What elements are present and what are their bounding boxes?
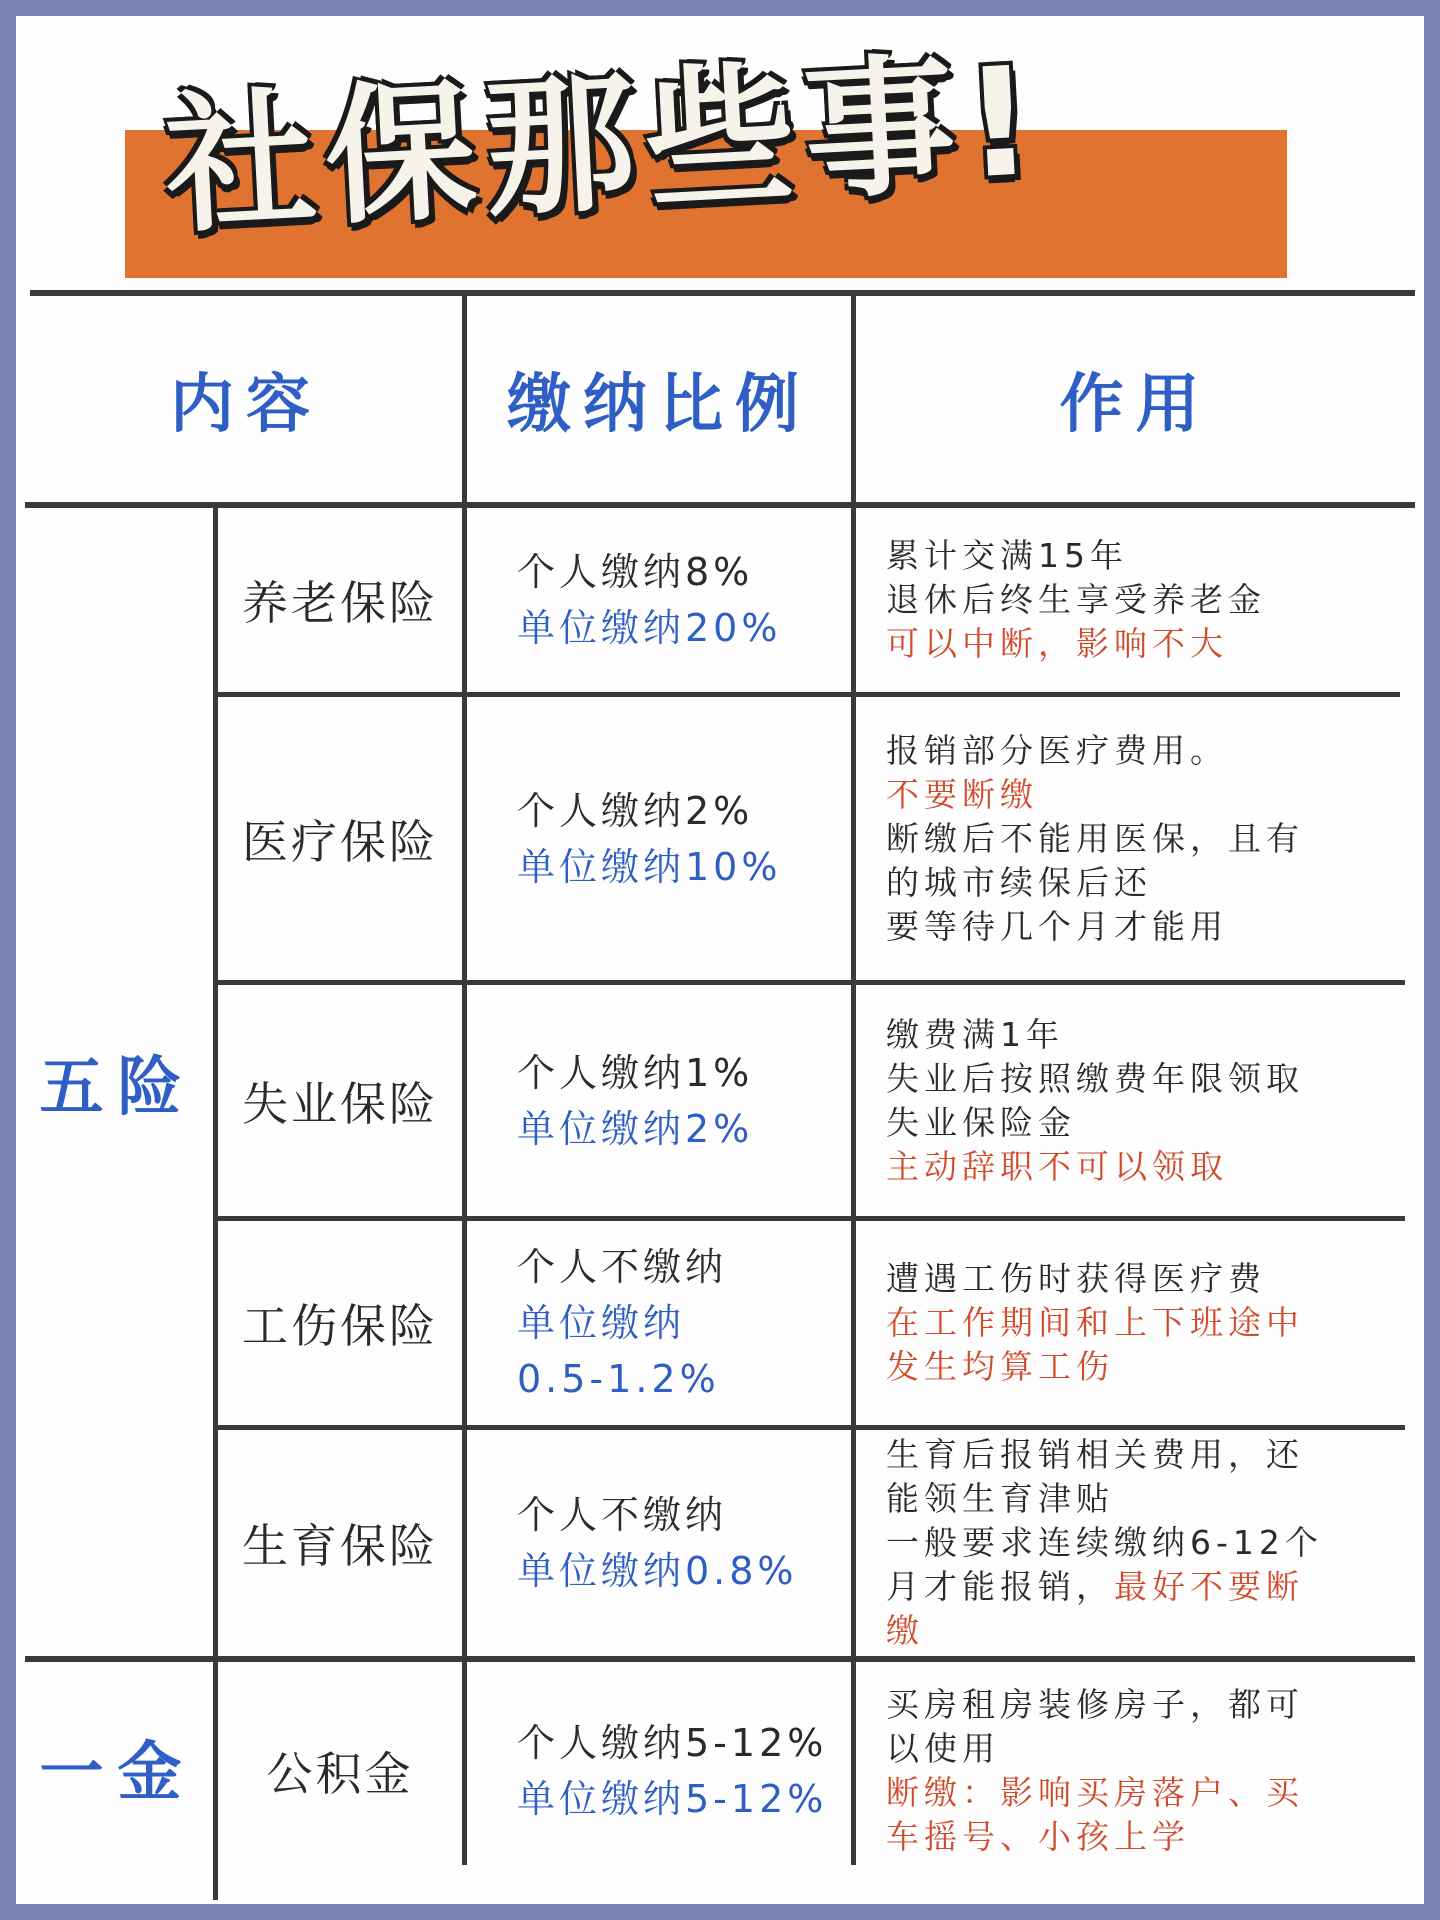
effect-line: 月才能报销，最好不要断 [886, 1567, 1304, 1606]
effect-line: 退休后终生享受养老金 [886, 580, 1266, 619]
insurance-name: 工伤保险 [242, 1299, 438, 1353]
rate-line: 单位缴纳5-12% [517, 1777, 828, 1821]
effect-line: 买房租房装修房子，都可 [886, 1685, 1304, 1724]
rate-line: 个人缴纳1% [517, 1050, 754, 1095]
insurance-name: 医疗保险 [242, 814, 438, 869]
rate-line: 个人不缴纳 [517, 1493, 728, 1537]
contribution-rate [467, 1221, 851, 1425]
effect-notes [856, 985, 1415, 1216]
rate-line: 单位缴纳20% [517, 606, 782, 650]
effect-notes [856, 1662, 1415, 1880]
effect-notes [856, 508, 1415, 692]
effect-line: 断缴：影响买房落户、买 [886, 1773, 1304, 1812]
effect-line: 一般要求连续缴纳6-12个 [886, 1523, 1323, 1562]
effect-line: 生育后报销相关费用，还 [886, 1435, 1304, 1474]
contribution-rate [467, 697, 851, 980]
effect-line: 失业保险金 [886, 1102, 1076, 1142]
page-title: 社保那些事! [161, 34, 1048, 255]
contribution-rate [467, 1662, 851, 1880]
effect-line: 以使用 [886, 1729, 1000, 1768]
effect-line: 在工作期间和上下班途中 [886, 1303, 1304, 1342]
effect-line: 遭遇工伤时获得医疗费 [886, 1259, 1266, 1298]
rate-line: 个人缴纳5-12% [517, 1721, 828, 1765]
header-effect: 作用 [1059, 368, 1212, 442]
rate-line: 单位缴纳10% [517, 844, 782, 889]
effect-line: 能领生育津贴 [886, 1479, 1114, 1518]
insurance-name: 生育保险 [242, 1519, 438, 1573]
effect-line: 发生均算工伤 [886, 1347, 1114, 1386]
effect-line: 缴费满1年 [886, 1014, 1064, 1054]
rate-line: 个人不缴纳 [517, 1245, 728, 1289]
insurance-name: 公积金 [266, 1747, 414, 1801]
effect-line: 缴 [886, 1611, 924, 1650]
insurance-name: 养老保险 [242, 576, 438, 630]
effect-line: 可以中断，影响不大 [886, 624, 1228, 663]
contribution-rate [467, 985, 851, 1216]
effect-line: 车摇号、小孩上学 [886, 1817, 1190, 1856]
effect-line: 断缴后不能用医保，且有 [886, 818, 1304, 858]
header-content: 内容 [170, 368, 322, 442]
rate-line: 个人缴纳2% [517, 788, 754, 833]
rate-line: 单位缴纳2% [517, 1106, 754, 1151]
effect-line: 失业后按照缴费年限领取 [886, 1058, 1304, 1098]
rate-line: 单位缴纳0.8% [517, 1549, 798, 1593]
effect-line: 累计交满15年 [886, 536, 1128, 575]
effect-notes [856, 1221, 1415, 1425]
group-five-insurances: 五险 [39, 1051, 196, 1125]
rate-line: 个人缴纳8% [517, 550, 754, 594]
contribution-rate [467, 508, 851, 692]
header-rate: 缴纳比例 [507, 368, 811, 442]
effect-notes [856, 697, 1415, 980]
rate-line: 单位缴纳 [517, 1301, 686, 1345]
effect-line: 不要断缴 [886, 774, 1038, 814]
insurance-name: 失业保险 [242, 1076, 438, 1131]
effect-line: 的城市续保后还 [886, 862, 1152, 902]
effect-line: 主动辞职不可以领取 [886, 1146, 1228, 1186]
group-housing-fund: 一金 [39, 1736, 196, 1810]
effect-line: 要等待几个月才能用 [886, 906, 1228, 946]
effect-line: 报销部分医疗费用。 [886, 730, 1228, 770]
rate-line: 0.5-1.2% [517, 1357, 720, 1401]
effect-notes [856, 1430, 1415, 1656]
contribution-rate [467, 1430, 851, 1656]
